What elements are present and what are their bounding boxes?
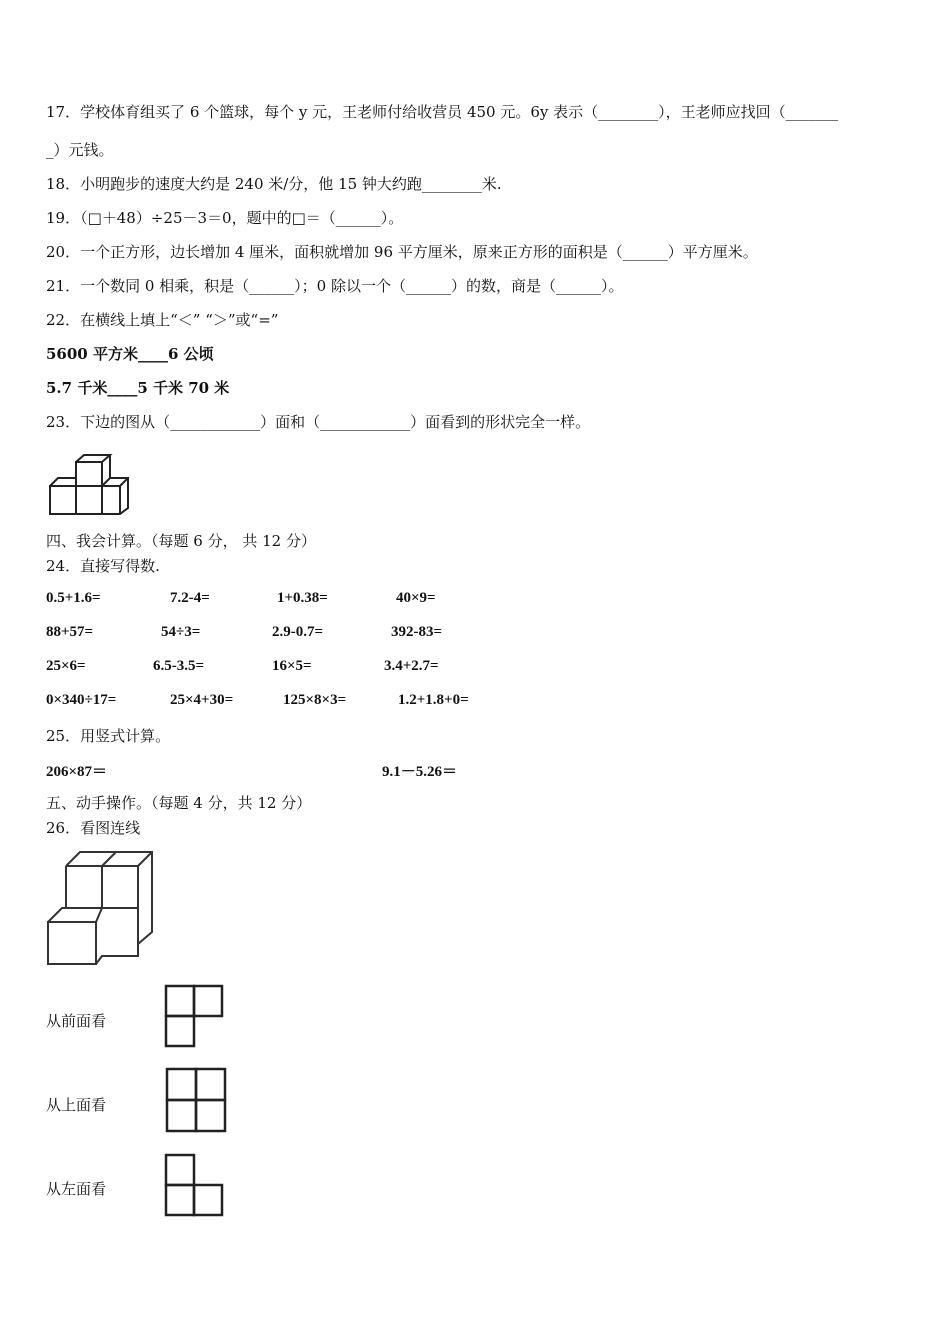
q24-item: 7.2-4= (170, 590, 210, 606)
q22-item-a: 5600 平方米____6 公顷 (46, 345, 214, 363)
section-4-heading: 四、我会计算。（每题 6 分， 共 12 分） (46, 532, 316, 550)
view-label-top: 从上面看 (46, 1096, 107, 1114)
q24-item: 25×6= (46, 658, 86, 674)
q25-item-a: 206×87＝ (46, 764, 108, 780)
view-shape-a[interactable] (163, 983, 225, 1049)
view-shape-c[interactable] (163, 1152, 225, 1218)
q26-prompt: 26．看图连线 (46, 819, 141, 837)
q24-item: 3.4+2.7= (384, 658, 439, 674)
q24-item: 0×340÷17= (46, 692, 117, 708)
q21: 21．一个数同 0 相乘，积是（______）；0 除以一个（______）的数，商是（______）。 (46, 277, 624, 295)
q17-line2: _）元钱。 (46, 141, 114, 159)
q24-item: 40×9= (396, 590, 436, 606)
q18: 18．小明跑步的速度大约是 240 米/分，他 15 钟大约跑________米. (46, 175, 502, 193)
q25-item-b: 9.1－5.26＝ (382, 764, 458, 780)
q24-item: 0.5+1.6= (46, 590, 101, 606)
q24-prompt: 24．直接写得数. (46, 557, 160, 575)
view-shape-b[interactable] (164, 1066, 228, 1134)
q24-item: 1.2+1.8+0= (398, 692, 469, 708)
q25-prompt: 25．用竖式计算。 (46, 727, 171, 745)
q24-item: 2.9-0.7= (272, 624, 324, 640)
q24-item: 88+57= (46, 624, 94, 640)
q19: 19．（□＋48）÷25－3＝0，题中的□＝（______）。 (46, 209, 404, 227)
q24-item: 1+0.38= (277, 590, 328, 606)
q20: 20．一个正方形，边长增加 4 厘米，面积就增加 96 平方厘米，原来正方形的面积是（______）平方厘米。 (46, 243, 758, 261)
q22-item-b: 5.7 千米____5 千米 70 米 (46, 379, 230, 397)
view-label-left: 从左面看 (46, 1180, 107, 1198)
q24-item: 25×4+30= (170, 692, 234, 708)
q24-item: 392-83= (391, 624, 443, 640)
q23: 23．下边的图从（____________）面和（____________）面看到的形状完全一样。 (46, 413, 591, 431)
q24-item: 16×5= (272, 658, 312, 674)
q22-prompt: 22．在横线上填上“＜” “＞”或“=” (46, 311, 279, 329)
section-5-heading: 五、动手操作。（每题 4 分，共 12 分） (46, 794, 312, 812)
q23-cube-figure (46, 452, 132, 520)
q24-item: 54÷3= (161, 624, 201, 640)
q24-item: 6.5-3.5= (153, 658, 205, 674)
view-label-front: 从前面看 (46, 1012, 107, 1030)
q26-solid-figure (44, 848, 158, 970)
q17-line1: 17．学校体育组买了 6 个篮球，每个 y 元，王老师付给收营员 450 元。6y 表示（________），王老师应找回（_______ (46, 103, 839, 121)
q24-item: 125×8×3= (283, 692, 347, 708)
